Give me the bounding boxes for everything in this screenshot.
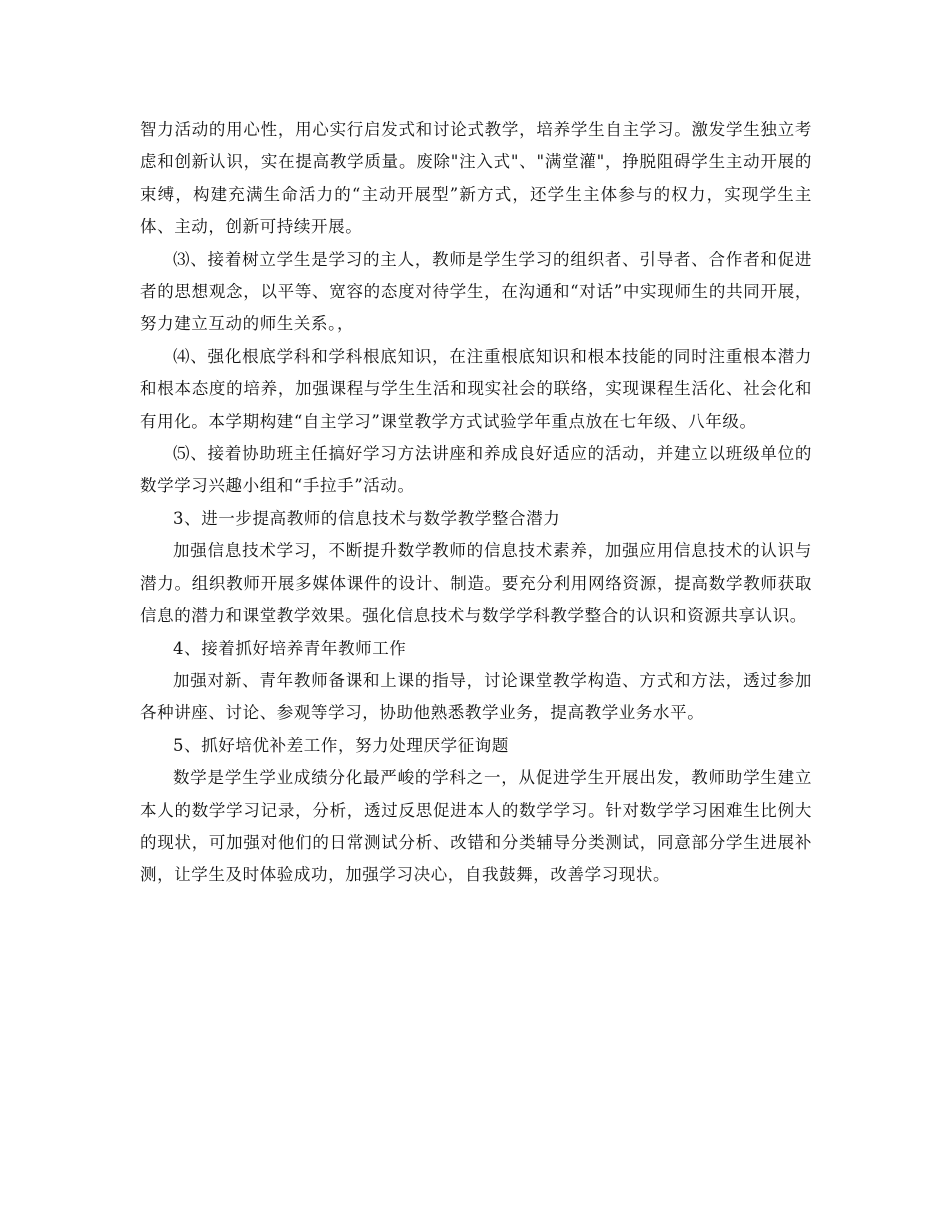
section-heading-3: 3、进一步提高教师的信息技术与数学教学整合潜力 (173, 508, 561, 528)
paragraph-info-tech: 加强信息技术学习，不断提升数学教师的信息技术素养，加强应用信息技术的认识与潜力。组织教师开展多媒体课件的设计、制造。要充分利用网络资源，提高数学教师获取信息的潜力和课堂教学效果。强化信息技术与数学学科教学整合的认识和资源共享认识。 (140, 541, 812, 626)
paragraph-item-3: ⑶、接着树立学生是学习的主人，教师是学生学习的组织者、引导者、合作者和促进者的思想观念，以平等、宽容的态度对待学生，在沟通和“对话”中实现师生的共同开展，努力建立互动的师生关系。， (140, 249, 812, 334)
paragraph-young-teachers: 加强对新、青年教师备课和上课的指导，讨论课堂教学构造、方式和方法，透过参加各种讲座、讨论、参观等学习，协助他熟悉教学业务，提高教学业务水平。 (140, 670, 812, 723)
document-body (140, 114, 812, 892)
paragraph-remedial-work: 数学是学生学业成绩分化最严峻的学科之一，从促进学生开展出发，教师助学生建立本人的数学学习记录，分析，透过反思促进本人的数学学习。针对数学学习困难生比例大的现状，可加强对他们的日常测试分析、改错和分类辅导分类测试，同意部分学生进展补测，让学生及时体验成功，加强学习决心，自我鼓舞，改善学习现状。 (140, 768, 812, 885)
section-heading-4: 4、接着抓好培养青年教师工作 (173, 638, 407, 658)
paragraph-continuation: 智力活动的用心性，用心实行启发式和讨论式教学，培养学生自主学习。激发学生独立考虑和创新认识，实在提高教学质量。废除"注入式"、"满堂灌"，挣脱阻碍学生主动开展的束缚，构建充满生命活力的“主动开展型”新方式，还学生主体参与的权力，实现学生主体、主动，创新可持续开展。 (140, 120, 812, 237)
section-heading-5: 5、抓好培优补差工作，努力处理厌学征询题 (173, 735, 509, 755)
paragraph-item-5: ⑸、接着协助班主任搞好学习方法讲座和养成良好适应的活动，并建立以班级单位的数学学习兴趣小组和“手拉手”活动。 (140, 444, 812, 496)
paragraph-item-4: ⑷、强化根底学科和学科根底知识，在注重根底知识和根本技能的同时注重根本潜力和根本态度的培养，加强课程与学生生活和现实社会的联络，实现课程生活化、社会化和有用化。本学期构建“自主学习”课堂教学方式试验学年重点放在七年级、八年级。 (140, 346, 812, 431)
